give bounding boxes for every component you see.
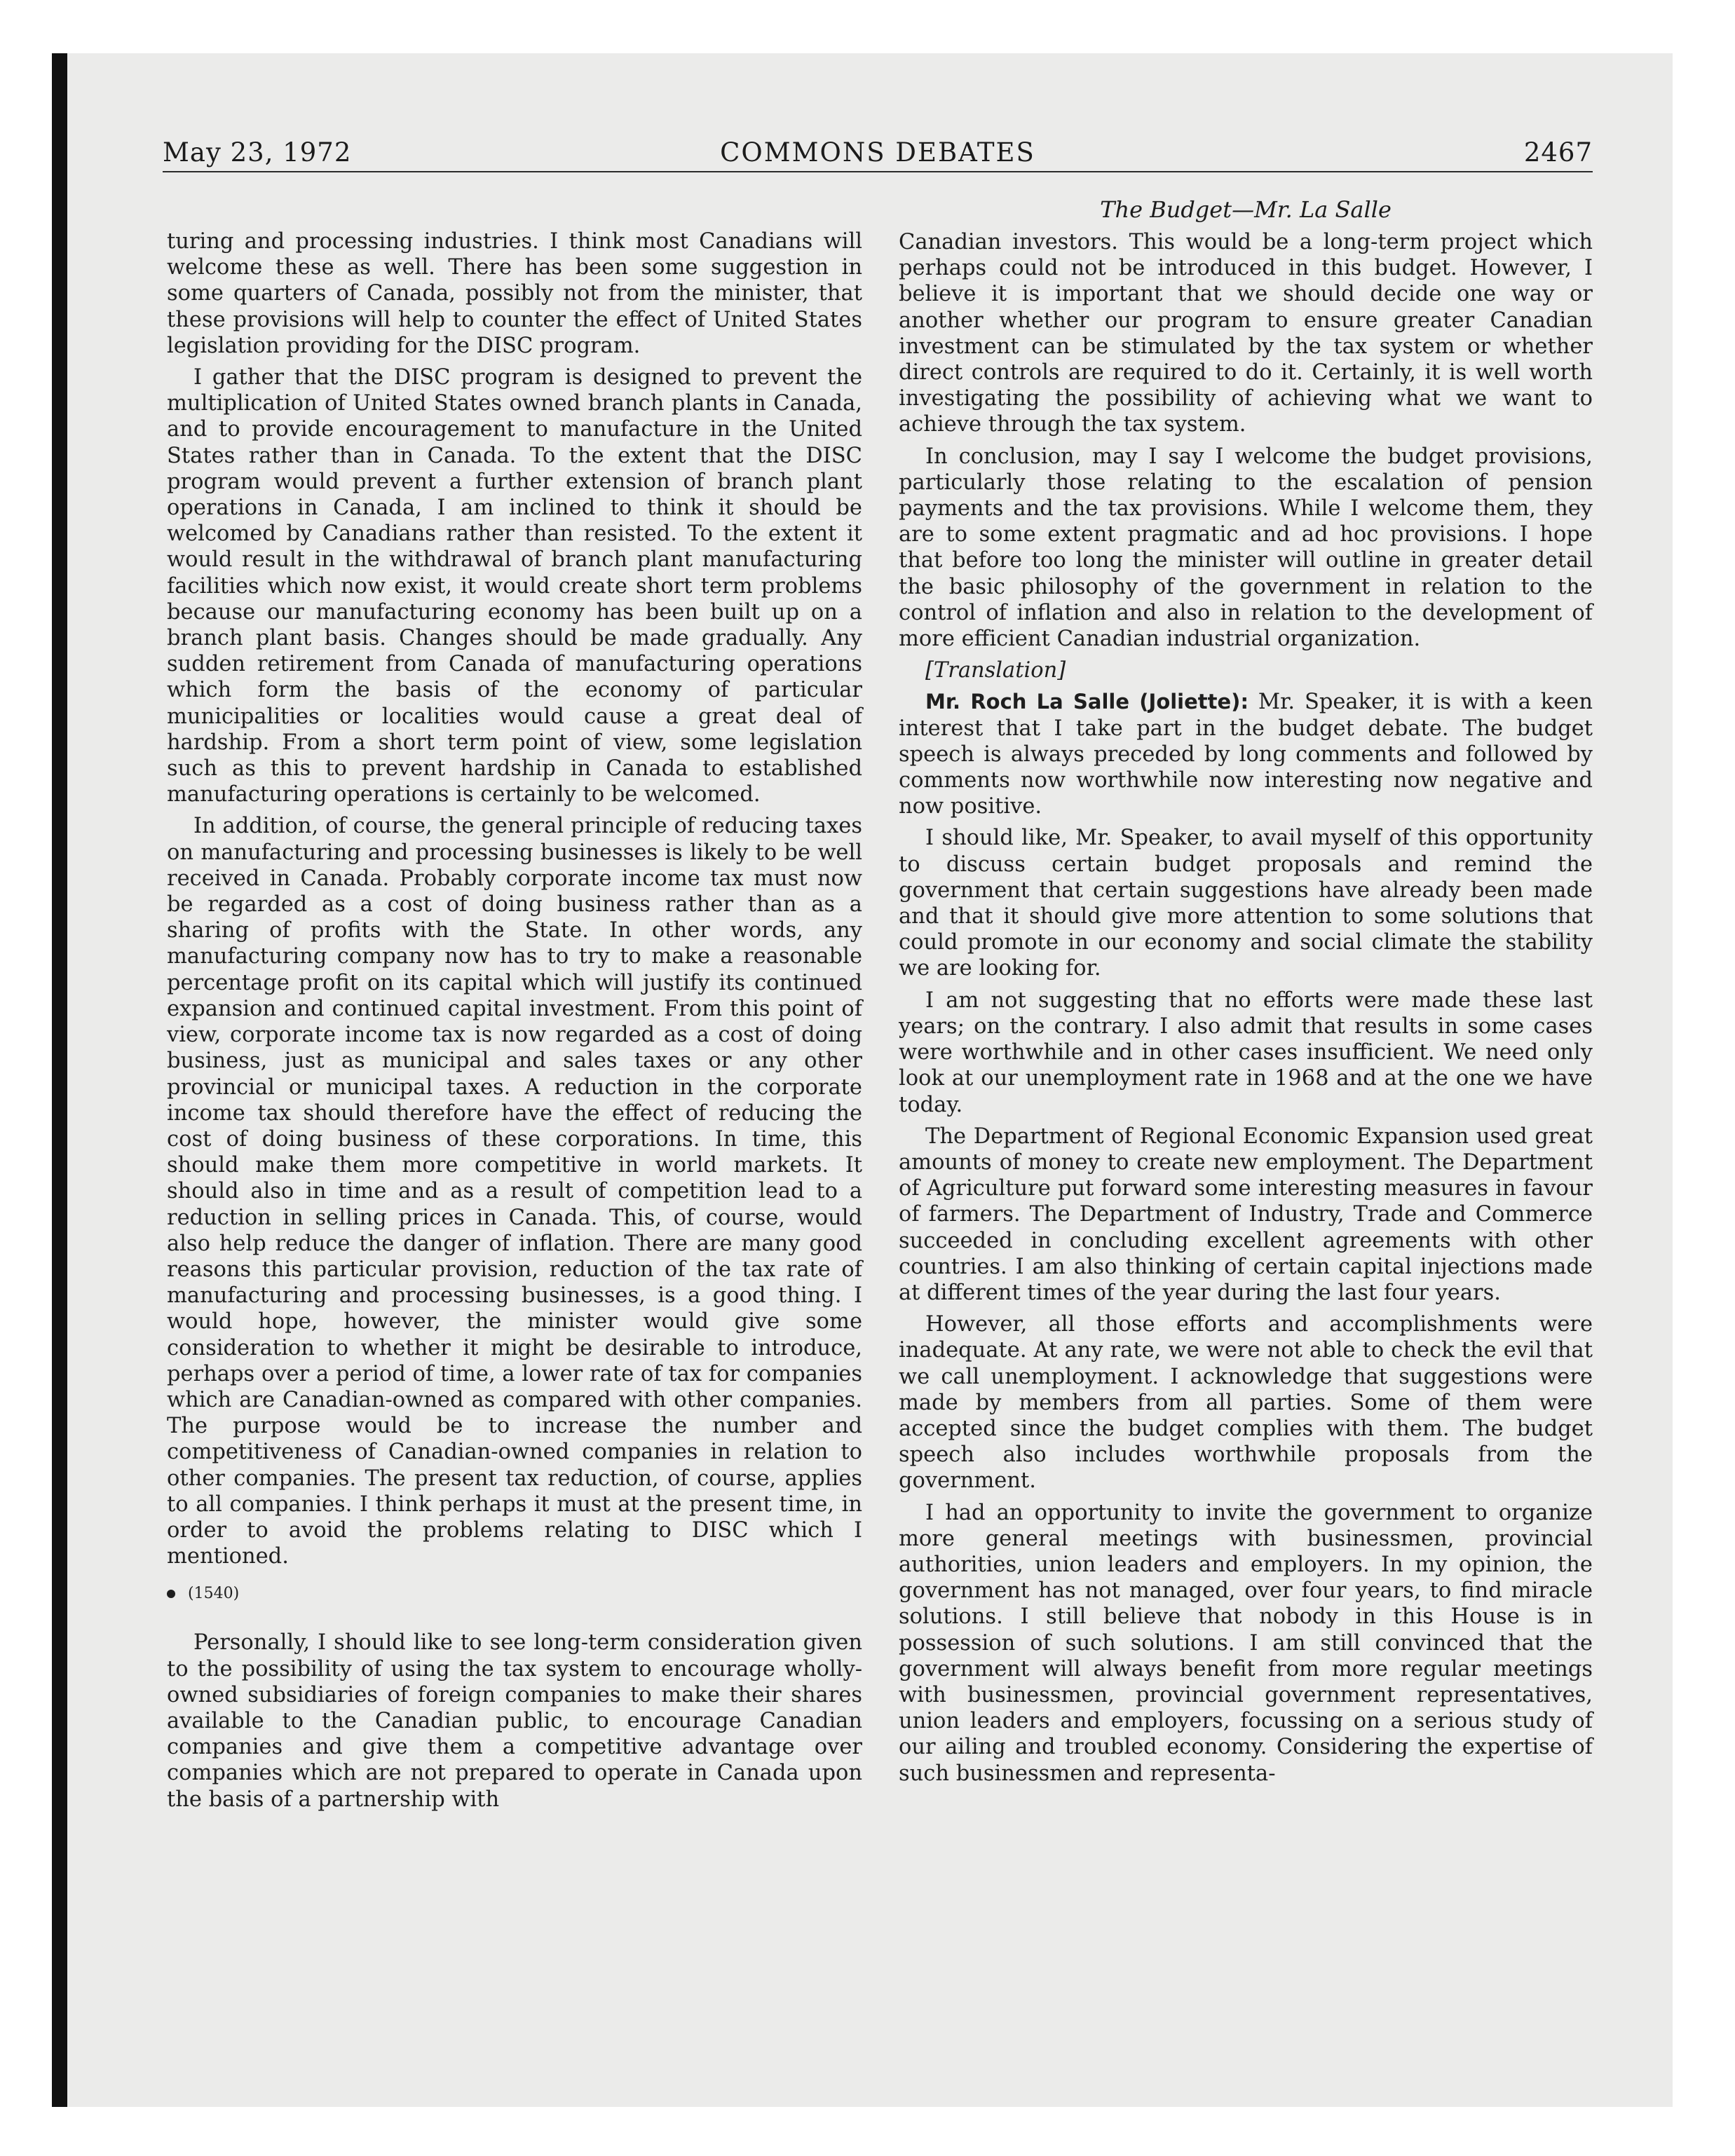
bullet-icon <box>167 1590 175 1598</box>
paragraph: I had an opportunity to invite the government to organize more general meetings with businessmen, provincial authorities, union leaders and employers. In my opinion, the government has not managed, over four years, to find miracle solutions. I still believe that nobody in this House is in possession of such solutions. I am still convinced that the government will always benefit from more regular meetings with businessmen, provincial government representatives, union leaders and employers, focussing on a serious study of our ailing and troubled economy. Considering the expertise of such businessmen and representa- <box>899 1500 1593 1786</box>
paragraph: I gather that the DISC program is designed to prevent the multiplication of United States owned branch plants in Canada, and to provide encouragement to manufacture in the United States rather than in Canada. To the extent that the DISC program would prevent a further extension of branch plant operations in Canada, I am inclined to think it should be welcomed by Canadians rather than resisted. To the extent it would result in the withdrawal of branch plant manufacturing facilities which now exist, it would create short term problems because our manufacturing economy has been built up on a branch plant basis. Changes should be made gradually. Any sudden retirement from Canada of manufacturing operations which form the basis of the economy of particular municipalities or localities would cause a great deal of hardship. From a short term point of view, some legislation such as this to prevent hardship in Canada to established manufacturing operations is certainly to be welcomed. <box>167 365 862 807</box>
speaker-paragraph <box>899 689 1593 819</box>
page-header <box>163 137 1593 172</box>
speaker-name: Mr. Roch La Salle (Joliette): <box>925 690 1249 714</box>
paragraph: In conclusion, may I say I welcome the budget provisions, particularly those relating to the escalation of pension payments and the tax provisions. While I welcome them, they are to some extent pragmatic and ad hoc provisions. I hope that before too long the minister will outline in greater detail the basic philosophy of the government in relation to the control of inflation and also in relation to the development of more efficient Canadian industrial organization. <box>899 444 1593 652</box>
paragraph: turing and processing industries. I think most Canadians will welcome these as well. There has been some suggestion in some quarters of Canada, possibly not from the minister, that these provisions will help to counter the effect of United States legislation providing for the DISC program. <box>167 229 862 358</box>
time-marker <box>167 1583 862 1604</box>
header-rule <box>163 171 1593 172</box>
paragraph: Canadian investors. This would be a long-term project which perhaps could not be introduced in this budget. However, I believe it is important that we should decide one way or another whether our program to ensure greater Canadian investment can be stimulated by the tax system or whether direct controls are required to do it. Certainly, it is well worth investigating the possibility of achieving what we want to achieve through the tax system. <box>899 230 1593 437</box>
running-head: The Budget—Mr. La Salle <box>1100 196 1392 223</box>
right-column <box>899 229 1593 1792</box>
header-date: May 23, 1972 <box>163 137 352 168</box>
left-column <box>167 228 862 1818</box>
time-marker-text: (1540) <box>188 1585 240 1603</box>
paragraph: The Department of Regional Economic Expansion used great amounts of money to create new employment. The Department of Agriculture put forward some interesting measures in favour of farmers. The Department of Industry, Trade and Commerce succeeded in concluding excellent agreements with other countries. I am also thinking of certain capital injections made at different times of the year during the last four years. <box>899 1124 1593 1305</box>
header-page-number: 2467 <box>1523 137 1593 168</box>
paragraph: However, all those efforts and accomplishments were inadequate. At any rate, we were not able to check the evil that we call unemployment. I acknowledge that suggestions were made by members from all parties. Some of them were accepted since the budget complies with them. The budget speech also includes worthwhile proposals from the government. <box>899 1312 1593 1494</box>
translation-label: [Translation] <box>925 658 1066 683</box>
paragraph: I should like, Mr. Speaker, to avail myself of this opportunity to discuss certain budget proposals and remind the government that certain suggestions have already been made and that it should give more attention to some solutions that could promote in our economy and social climate the stability we are looking for. <box>899 826 1593 981</box>
header-publication: COMMONS DEBATES <box>720 137 1035 168</box>
speaker-text: Mr. Speaker, it is with a keen interest that I take part in the budget debate. The budget speech is always preceded by long comments and followed by comments now worthwhile now interesting now negative and now positive. <box>899 690 1593 819</box>
scan-edge-border <box>52 53 67 2107</box>
paragraph: I am not suggesting that no efforts were made these last years; on the contrary. I also admit that results in some cases were worthwhile and in other cases insufficient. We need only look at our unemployment rate in 1968 and at the one we have today. <box>899 988 1593 1117</box>
paragraph: In addition, of course, the general principle of reducing taxes on manufacturing and processing businesses is likely to be well received in Canada. Probably corporate income tax must now be regarded as a cost of doing business rather than as a sharing of profits with the State. In other words, any manufacturing company now has to try to make a reasonable percentage profit on its capital which will justify its continued expansion and continued capital investment. From this point of view, corporate income tax is now regarded as a cost of doing business, just as municipal and sales taxes or any other provincial or municipal taxes. A reduction in the corporate income tax should therefore have the effect of reducing the cost of doing business of these corporations. In time, this should make them more competitive in world markets. It should also in time and as a result of competition lead to a reduction in selling prices in Canada. This, of course, would also help reduce the danger of inflation. There are many good reasons this particular provision, reduction of the tax rate of manufacturing and processing businesses, is a good thing. I would hope, however, the minister would give some consideration to whether it might be desirable to introduce, perhaps over a period of time, a lower rate of tax for companies which are Canadian-owned as compared with other companies. The purpose would be to increase the number and competitiveness of Canadian-owned companies in relation to other companies. The present tax reduction, of course, applies to all companies. I think perhaps it must at the present time, in order to avoid the problems relating to DISC which I mentioned. <box>167 814 862 1569</box>
paragraph: Personally, I should like to see long-term consideration given to the possibility of using the tax system to encourage wholly-owned subsidiaries of foreign companies to make their shares available to the Canadian public, to encourage Canadian companies and give them a competitive advantage over companies which are not prepared to operate in Canada upon the basis of a partnership with <box>167 1630 862 1812</box>
